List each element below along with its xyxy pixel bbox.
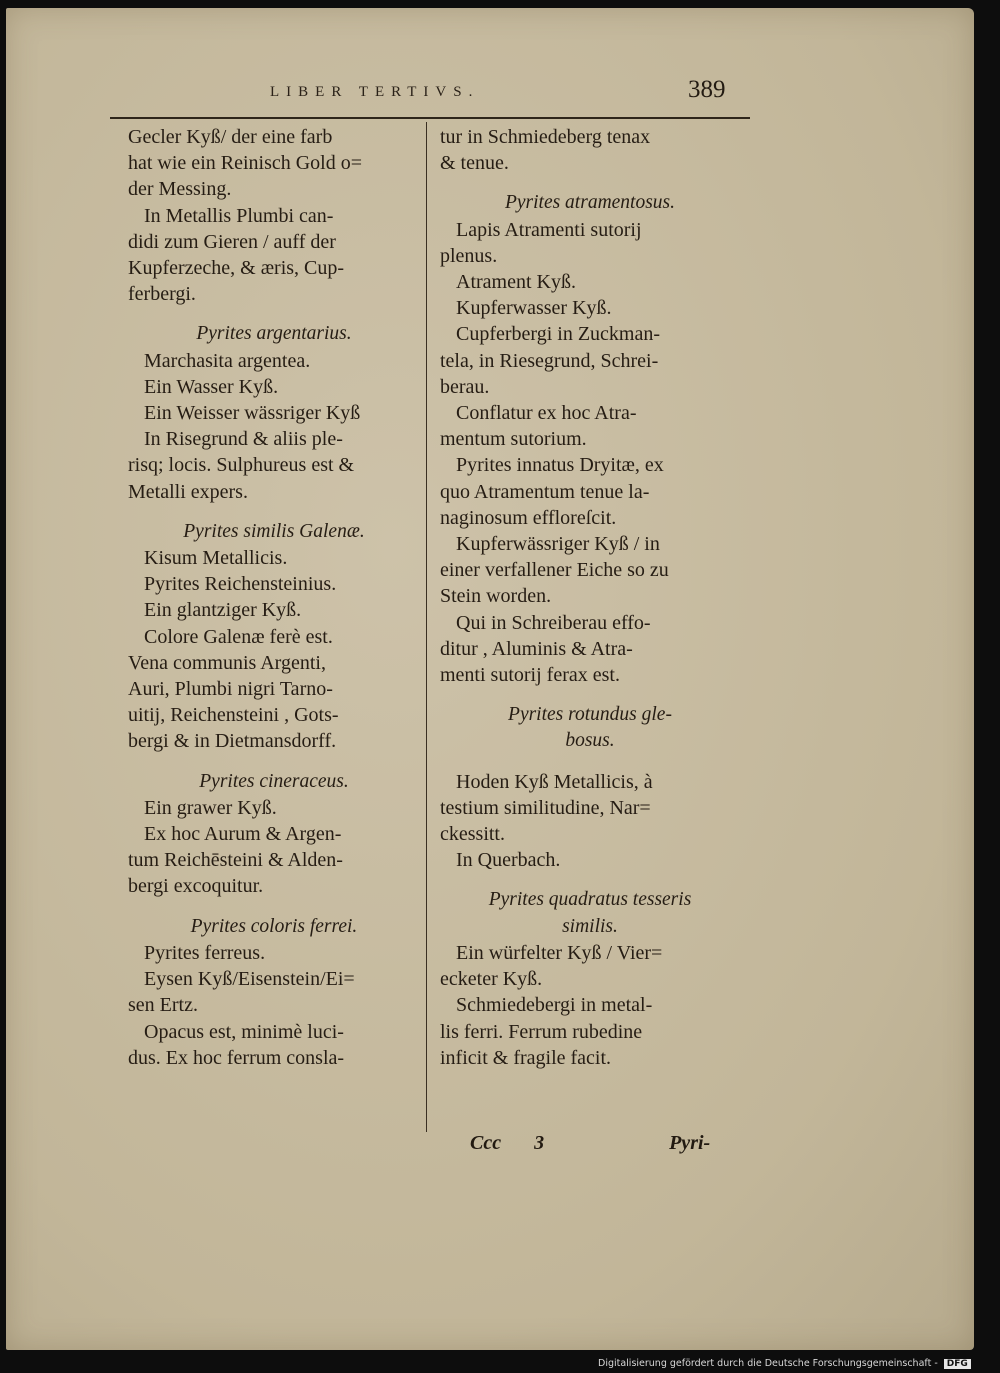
section-heading: Pyrites quadratus tesseris xyxy=(488,889,692,911)
text-line: Gecler Kyß/ der eine farb xyxy=(128,126,333,148)
text-line: bergi & in Dietmansdorff. xyxy=(128,730,337,753)
text-line: bergi excoquitur. xyxy=(128,875,264,898)
text-line: plenus. xyxy=(440,244,498,267)
text-line: Qui in Schreiberau effo- xyxy=(456,611,651,634)
section-heading: similis. xyxy=(562,915,618,937)
text-line: & tenue. xyxy=(440,152,509,175)
section-heading: Pyrites coloris ferrei. xyxy=(190,915,358,937)
text-line: In Querbach. xyxy=(456,849,561,872)
paragraph-gap xyxy=(440,873,740,887)
section-heading: bosus. xyxy=(565,730,615,752)
running-title: LIBER TERTIVS. xyxy=(270,84,480,100)
text-line: In Metallis Plumbi can- xyxy=(144,204,334,227)
text-line: risq; locis. Sulphureus est & xyxy=(128,454,355,477)
text-line: naginosum effloreſcit. xyxy=(440,506,617,529)
text-line: testium similitudine, Nar= xyxy=(440,796,651,819)
column-divider xyxy=(426,122,427,1132)
right-column xyxy=(440,124,740,1071)
text-line: sen Ertz. xyxy=(128,994,198,1017)
text-line: Atrament Kyß. xyxy=(456,271,576,294)
paragraph-gap xyxy=(440,755,740,769)
text-line: Eysen Kyß/Eisenstein/Ei= xyxy=(144,968,355,991)
text-line: tum Reichēsteini & Alden- xyxy=(128,849,343,872)
text-line: Marchasita argentea. xyxy=(144,349,311,372)
text-line: Pyrites ferreus. xyxy=(144,941,266,964)
text-line: Auri, Plumbi nigri Tarno- xyxy=(128,678,333,701)
text-line: Stein worden. xyxy=(440,585,552,608)
text-line: didi zum Gieren / auff der xyxy=(128,230,336,253)
text-line: ecketer Kyß. xyxy=(440,968,543,991)
text-line: Pyrites Reichensteinius. xyxy=(144,573,337,596)
section-heading: Pyrites cineraceus. xyxy=(199,770,349,792)
text-line: mentum sutorium. xyxy=(440,428,587,451)
paragraph-gap xyxy=(128,755,420,769)
text-line: In Risegrund & aliis ple- xyxy=(144,428,343,451)
text-line: Colore Galenæ ferè est. xyxy=(144,625,333,648)
header-rule xyxy=(110,117,750,119)
text-line: menti sutorij ferax est. xyxy=(440,664,620,687)
digitization-credit xyxy=(598,1358,971,1369)
text-line: Ein grawer Kyß. xyxy=(144,796,277,819)
text-line: Cupferbergi in Zuckman- xyxy=(456,323,661,346)
text-line: Ein Weisser wässriger Kyß xyxy=(144,402,361,425)
text-line: Conflatur ex hoc Atra- xyxy=(456,402,637,425)
text-line: Vena communis Argenti, xyxy=(128,651,326,674)
text-line: Ex hoc Aurum & Argen- xyxy=(144,823,342,846)
text-line: lis ferri. Ferrum rubedine xyxy=(440,1020,643,1043)
text-line: Kupferwasser Kyß. xyxy=(456,297,612,320)
text-line: quo Atramentum tenue la- xyxy=(440,480,650,503)
text-line: ckessitt. xyxy=(440,823,505,846)
text-line: Ein glantziger Kyß. xyxy=(144,599,302,622)
section-heading: Pyrites similis Galenæ. xyxy=(183,520,365,542)
section-heading: Pyrites rotundus gle- xyxy=(508,704,672,726)
section-heading: Pyrites argentarius. xyxy=(196,323,352,345)
text-line: berau. xyxy=(440,375,490,398)
text-line: Pyrites innatus Dryitæ, ex xyxy=(456,454,664,477)
text-line: Ein würfelter Kyß / Vier= xyxy=(456,941,663,964)
section-heading: Pyrites atramentosus. xyxy=(504,192,676,214)
catchword: Pyri- xyxy=(669,1132,711,1154)
paragraph-gap xyxy=(128,307,420,321)
signature-number: 3 xyxy=(534,1132,545,1154)
text-line: Kupferwässriger Kyß / in xyxy=(456,533,660,556)
credit-text: Digitalisierung gefördert durch die Deutsche Forschungsgemeinschaft - xyxy=(598,1358,938,1369)
text-line: inficit & fragile facit. xyxy=(440,1046,612,1069)
text-line: ditur , Aluminis & Atra- xyxy=(440,637,633,660)
text-line: Ein Wasser Kyß. xyxy=(144,375,279,398)
paragraph-gap xyxy=(440,176,740,190)
text-line: Opacus est, minimè luci- xyxy=(144,1020,344,1043)
dfg-logo: DFG xyxy=(944,1359,971,1369)
page-number: 389 xyxy=(688,76,726,103)
text-line: tela, in Riesegrund, Schrei- xyxy=(440,349,659,372)
text-line: Kupferzeche, & æris, Cup- xyxy=(128,257,345,280)
page-footer xyxy=(470,1132,710,1155)
text-line: tur in Schmiedeberg tenax xyxy=(440,126,651,148)
paragraph-gap xyxy=(440,688,740,702)
text-line: der Messing. xyxy=(128,178,232,201)
paragraph-gap xyxy=(128,900,420,914)
signature-mark: Ccc xyxy=(470,1132,502,1154)
text-line: uitij, Reichensteini , Gots- xyxy=(128,704,339,727)
text-line: Metalli expers. xyxy=(128,480,248,503)
text-line: Kisum Metallicis. xyxy=(144,547,288,570)
text-line: einer verfallener Eiche so zu xyxy=(440,559,669,582)
text-line: Lapis Atramenti sutorij xyxy=(456,218,642,241)
text-line: Hoden Kyß Metallicis, à xyxy=(456,770,653,793)
paragraph-gap xyxy=(128,505,420,519)
text-line: ferbergi. xyxy=(128,283,196,306)
text-line: hat wie ein Reinisch Gold o= xyxy=(128,152,363,175)
text-line: dus. Ex hoc ferrum consla- xyxy=(128,1046,345,1069)
left-column xyxy=(128,124,420,1071)
text-line: Schmiedebergi in metal- xyxy=(456,994,653,1017)
